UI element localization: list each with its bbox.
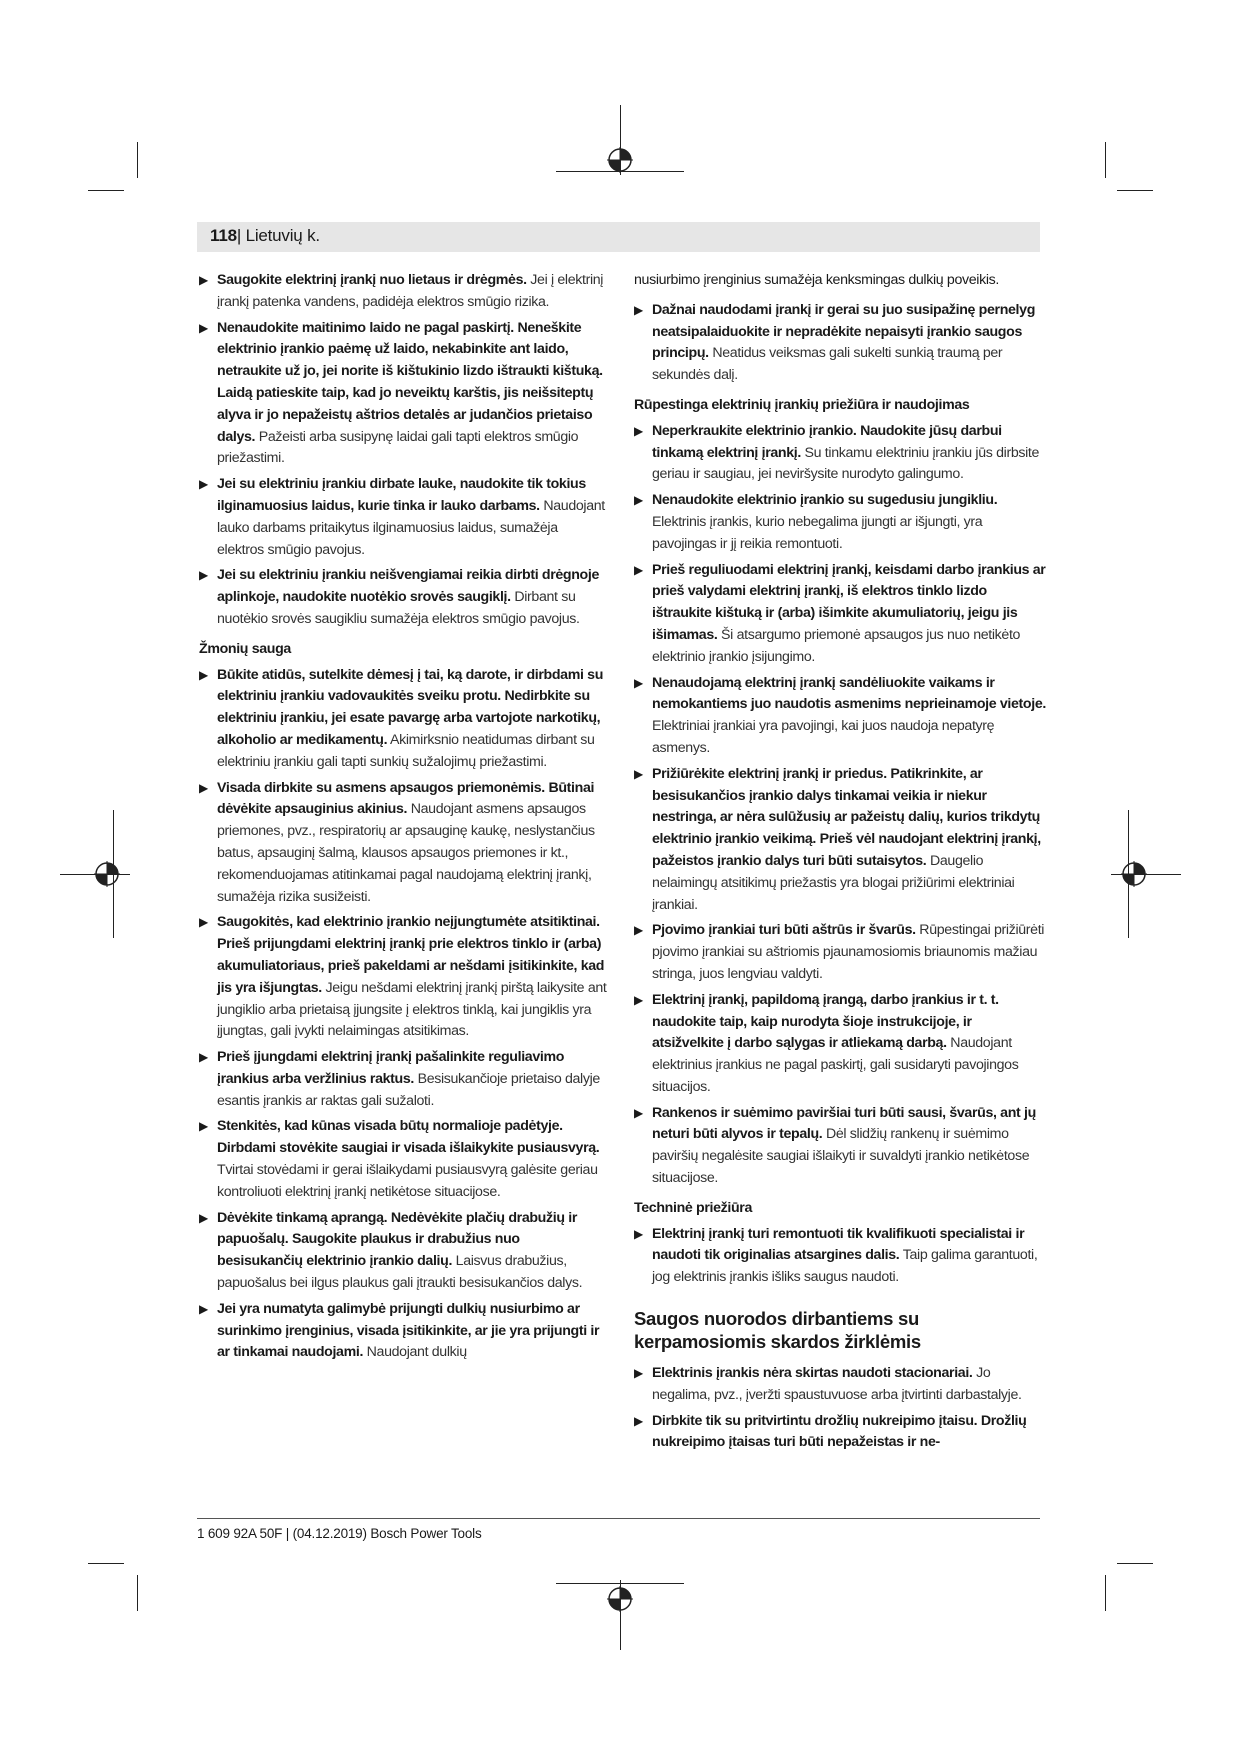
safety-list-item <box>199 1047 608 1112</box>
right-column <box>634 270 1046 1458</box>
instruction-explanation: Elektriniai įrankiai yra pavojingi, kai juos naudoja nepatyrę asmenys. <box>652 718 995 756</box>
safety-list-item <box>199 665 608 774</box>
instruction-bold: Jei su elektriniu įrankiu neišvengiamai reikia dirbti drėgnoje aplinkoje, naudokite nuotėkio srovės saugiklį. <box>217 567 599 606</box>
bullet-triangle-icon: ▶ <box>199 1210 208 1225</box>
page-header-bar <box>197 222 1040 252</box>
instruction-explanation: Naudojant dulkių <box>363 1344 467 1361</box>
bullet-triangle-icon: ▶ <box>199 320 208 335</box>
footer-rule <box>197 1518 1040 1519</box>
instruction-bold: Rankenos ir suėmimo paviršiai turi būti sausi, švarūs, ant jų neturi būti alyvos ir tepalų. <box>652 1104 1036 1143</box>
instruction-bold: Elektrinį įrankį, papildomą įrangą, darbo įrankius ir t. t. naudokite taip, kaip nurodyta šioje instrukcijoje, ir atsižvelkite į darbo sąlygas ir atliekamą darbą. <box>652 991 999 1052</box>
instruction-bold: Nenaudokite elektrinio įrankio su sugedusiu jungikliu. <box>652 492 998 509</box>
instruction-bold: Neperkraukite elektrinio įrankio. Naudokite jūsų darbui tinkamą elektrinį įrankį. <box>652 422 1002 461</box>
bullet-triangle-icon: ▶ <box>199 915 208 930</box>
instruction-bold: Pjovimo įrankiai turi būti aštrūs ir švarūs. <box>652 922 916 939</box>
instruction-explanation: Besisukančioje prietaiso dalyje esantis įrankis ar raktas gali sužaloti. <box>217 1070 600 1109</box>
registration-mark-icon <box>94 861 120 887</box>
safety-list-item <box>199 1116 608 1203</box>
bullet-triangle-icon: ▶ <box>634 766 643 781</box>
instruction-explanation: Su tinkamu elektriniu įrankiu jūs dirbsite geriau ir saugiau, jei neviršysite nurodyto galingumo. <box>652 444 1040 483</box>
section-subheading: Rūpestinga elektrinių įrankių priežiūra ir naudojimas <box>634 396 970 413</box>
instruction-bold: Būkite atidūs, sutelkite dėmesį į tai, ką darote, ir dirbdami su elektriniu įrankiu vadovaukitės sveiku protu. Nedirbkite su elektriniu įrankiu, jei esate pavargę arba vartojote narkotikų, alkoholio ar medikamentų. <box>217 666 604 748</box>
safety-list-item <box>199 1299 608 1364</box>
page-number: 118 <box>210 226 237 245</box>
registration-mark-icon <box>607 1586 633 1612</box>
bullet-triangle-icon: ▶ <box>634 302 643 317</box>
instruction-explanation: Elektrinis įrankis, kurio nebegalima įjungti ar išjungti, yra pavojingas ir jį reikia remontuoti. <box>652 513 983 552</box>
instruction-explanation: Jei į elektrinį įrankį patenka vandens, padidėja elektros smūgio rizika. <box>217 272 604 310</box>
instruction-bold: Dėvėkite tinkamą aprangą. Nedėvėkite plačių drabužių ir papuošalų. Saugokite plaukus ir drabužius nuo besisukančių elektrinio įrankio dalių. <box>217 1209 578 1270</box>
instruction-bold: Dirbkite tik su pritvirtintu drožlių nukreipimo įtaisu. Drožlių nukreipimo įtaisas turi būti nepažeistas ir ne- <box>652 1412 1027 1451</box>
instruction-explanation: Jo negalima, pvz., įveržti spaustuvuose arba įtvirtinti darbastalyje. <box>652 1365 1022 1403</box>
instruction-bold: Visada dirbkite su asmens apsaugos priemonėmis. Būtinai dėvėkite apsauginius akinius. <box>217 779 595 818</box>
bullet-triangle-icon: ▶ <box>199 273 208 287</box>
crop-mark <box>1117 1563 1153 1564</box>
safety-list-item <box>199 318 608 471</box>
instruction-bold: Stenkitės, kad kūnas visada būtų normalioje padėtyje. Dirbdami stovėkite saugiai ir visada išlaikykite pusiausvyrą. <box>217 1118 600 1157</box>
safety-list-item <box>634 920 1046 985</box>
crop-mark <box>1105 1575 1106 1611</box>
instruction-explanation: Tvirtai stovėdami ir gerai išlaikydami pusiausvyrą galėsite geriau kontroliuoti elektrinį įrankį netikėtose situacijose. <box>217 1162 598 1200</box>
registration-mark-icon <box>607 147 633 173</box>
safety-list-item <box>634 490 1046 555</box>
section-subheading: Techninė priežiūra <box>634 1199 752 1216</box>
bullet-triangle-icon: ▶ <box>634 1105 643 1120</box>
instruction-bold: Jei su elektriniu įrankiu dirbate lauke, naudokite tik tokius ilginamuosius laidus, kurie tinka ir lauko darbams. <box>217 476 586 514</box>
instruction-explanation: Dėl slidžių rankenų ir suėmimo paviršių negalėsite saugiai išlaikyti ir suvaldyti įrankio netikėtose situacijose. <box>652 1126 1030 1187</box>
bullet-triangle-icon: ▶ <box>199 1119 208 1134</box>
language-section: | Lietuvių k. <box>236 226 320 245</box>
bullet-triangle-icon: ▶ <box>634 1226 643 1241</box>
instruction-bold: Nenaudokite maitinimo laido ne pagal paskirtį. Neneškite elektrinio įrankio paėmę už laido, nekabinkite ant laido, netraukite už jo, jei norite iš kištukinio lizdo ištraukti kištuką. Laidą patieskite taip, kad jo neveiktų karštis, jis neišsiteptų alyva ir jo nepažeistų aštrios detalės ar judančios prietaiso dalys. <box>217 319 603 445</box>
bullet-triangle-icon: ▶ <box>634 992 643 1007</box>
instruction-explanation: Dirbant su nuotėkio srovės saugikliu sumažėja elektros smūgio pavojus. <box>217 589 580 627</box>
instruction-bold: Dažnai naudodami įrankį ir gerai su juo susipažinę pernelyg neatsipalaiduokite ir nepradėkite nepaisyti įrankio saugos principų. <box>652 301 1036 362</box>
safety-list-item <box>634 1363 1046 1407</box>
safety-list-item <box>199 565 608 630</box>
instruction-explanation: Neatidus veiksmas gali sukelti sunkią traumą per sekundės dalį. <box>652 345 1003 384</box>
instruction-bold: Saugokite elektrinį įrankį nuo lietaus ir drėgmės. <box>217 272 527 288</box>
page-footer: 1 609 92A 50F | (04.12.2019) Bosch Power Tools <box>197 1526 482 1541</box>
safety-list-item <box>199 270 608 314</box>
instruction-bold: Elektrinis įrankis nėra skirtas naudoti stacionariai. <box>652 1365 973 1382</box>
crop-mark <box>88 190 124 191</box>
instruction-bold: Saugokitės, kad elektrinio įrankio neįjungtumėte atsitiktinai. Prieš prijungdami elektrinį įrankį prie elektros tinklo ir (arba) akumuliatoriaus, prieš pakeldami ar nešdami įsitikinkite, kad jis yra išjungtas. <box>217 914 605 996</box>
instruction-explanation: Pažeisti arba susipynę laidai gali tapti elektros smūgio priežastimi. <box>217 428 579 467</box>
bullet-triangle-icon: ▶ <box>634 1366 643 1381</box>
instruction-explanation: Laisvus drabužius, papuošalus bei ilgus plaukus gali įtraukti besisukančios dalys. <box>217 1253 583 1292</box>
instruction-explanation: Taip galima garantuoti, jog elektrinis įrankis išliks saugus naudoti. <box>652 1247 1038 1286</box>
instruction-explanation: Naudojant asmens apsaugos priemones, pvz., respiratorių ar apsauginę kaukę, neslystančius batus, apsauginį šalmą, klausos apsaugos priemones ir kt., rekomenduojamas atitinkamai pagal naudojamą elektrinį įrankį, sumažėja rizika susižeisti. <box>217 801 595 905</box>
crop-mark <box>1117 190 1153 191</box>
safety-list-item <box>634 1103 1046 1190</box>
crop-mark <box>1105 142 1106 178</box>
instruction-explanation: Naudojant elektrinius įrankius ne pagal paskirtį, gali susidaryti pavojingos situacijos. <box>652 1035 1019 1095</box>
page-header <box>210 226 320 246</box>
safety-list-item <box>199 1208 608 1295</box>
bullet-triangle-icon: ▶ <box>199 667 208 682</box>
instruction-bold: Elektrinį įrankį turi remontuoti tik kvalifikuoti specialistai ir naudoti tik originalias atsargines dalis. <box>652 1225 1025 1264</box>
safety-list-item <box>634 673 1046 760</box>
bullet-triangle-icon: ▶ <box>634 493 643 508</box>
safety-list-item <box>634 421 1046 486</box>
instruction-explanation: Jeigu nešdami elektrinį įrankį pirštą laikysite ant jungiklio arba prietaisą įjungsite į elektros tinklą, kai jungiklis yra įjungtas, gali įvykti nelaimingas atsitikimas. <box>217 979 607 1040</box>
instruction-explanation: Rūpestingai prižiūrėti pjovimo įrankiai su aštriomis pjaunamosiomis briaunomis mažiau stringa, juos lengviau valdyti. <box>652 922 1045 982</box>
safety-list-item <box>199 474 608 561</box>
instruction-bold: Nenaudojamą elektrinį įrankį sandėliuokite vaikams ir nemokantiems juo naudotis asmenims neprieinamoje vietoje. <box>652 674 1046 713</box>
crop-mark <box>137 142 138 178</box>
safety-list-item <box>199 778 608 909</box>
instruction-explanation: Akimirksnio neatidumas dirbant su elektriniu įrankiu gali tapti sunkių sužalojimų priežastimi. <box>217 731 595 770</box>
safety-list-item <box>634 990 1046 1099</box>
bullet-triangle-icon: ▶ <box>199 780 208 795</box>
bullet-triangle-icon: ▶ <box>634 1413 643 1428</box>
instruction-bold: Prižiūrėkite elektrinį įrankį ir priedus. Patikrinkite, ar besisukančios įrankio dalys tinkamai veikia ir niekur nestringa, ar nėra sulūžusių ar pažeistų dalių, kurios trikdytų elektrinio įrankio veikimą. Prieš vėl naudojant elektrinį įrankį, pažeistos įrankio dalys turi būti sutaisytos. <box>652 765 1041 869</box>
crop-mark <box>137 1575 138 1611</box>
bullet-triangle-icon: ▶ <box>199 568 208 583</box>
registration-mark-icon <box>1121 861 1147 887</box>
bullet-triangle-icon: ▶ <box>199 1301 208 1316</box>
bullet-triangle-icon: ▶ <box>634 675 643 690</box>
safety-list-item <box>634 560 1046 669</box>
crop-mark <box>88 1563 124 1564</box>
paragraph-continuation: nusiurbimo įrenginius sumažėja kenksmingas dulkių poveikis. <box>634 272 999 288</box>
instruction-bold: Prieš reguliuodami elektrinį įrankį, keisdami darbo įrankius ar prieš valydami elektrinį įrankį, iš elektros tinklo lizdo ištraukite kištuką ir (arba) išimkite akumuliatorių, jeigu jis išimamas. <box>652 561 1046 643</box>
instruction-bold: Prieš įjungdami elektrinį įrankį pašalinkite reguliavimo įrankius arba veržlinius raktus. <box>217 1049 565 1087</box>
bullet-triangle-icon: ▶ <box>199 1050 208 1065</box>
bullet-triangle-icon: ▶ <box>634 423 643 438</box>
section-title: Saugos nuorodos dirbantiems su kerpamosiomis skardos žirklėmis <box>634 1308 921 1353</box>
section-subheading: Žmonių sauga <box>199 640 291 657</box>
left-column <box>199 270 608 1368</box>
instruction-explanation: Naudojant lauko darbams pritaikytus ilginamuosius laidus, sumažėja elektros smūgio pavojus. <box>217 497 605 558</box>
bullet-triangle-icon: ▶ <box>634 562 643 577</box>
instruction-explanation: Ši atsargumo priemonė apsaugos jus nuo netikėto elektrinio įrankio įsijungimo. <box>652 626 1021 665</box>
safety-list-item <box>634 1411 1046 1455</box>
instruction-bold: Jei yra numatyta galimybė prijungti dulkių nusiurbimo ar surinkimo įrenginius, visada įsitikinkite, ar jie yra prijungti ir ar tinkamai naudojami. <box>217 1300 600 1361</box>
registration-line <box>556 1583 684 1584</box>
bullet-triangle-icon: ▶ <box>634 923 643 938</box>
safety-list-item <box>634 300 1046 387</box>
instruction-explanation: Daugelio nelaimingų atsitikimų priežastis yra blogai prižiūrimi elektriniai įrankiai. <box>652 852 1015 913</box>
safety-list-item <box>199 912 608 1043</box>
safety-list-item <box>634 1224 1046 1289</box>
bullet-triangle-icon: ▶ <box>199 477 208 492</box>
safety-list-item <box>634 764 1046 917</box>
